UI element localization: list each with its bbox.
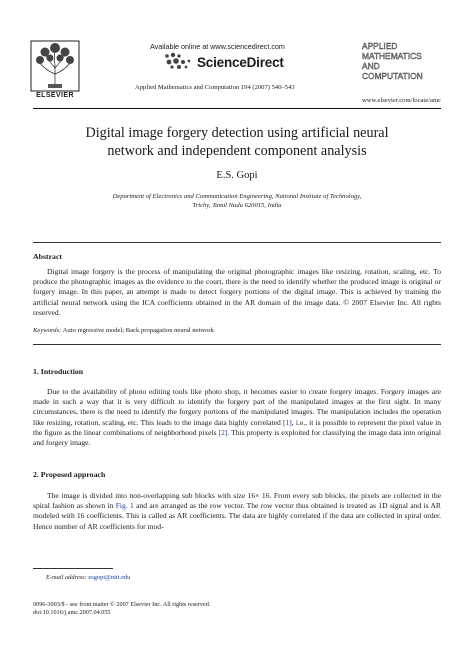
proposed-text-part: The image is divided into non-overlapping sub blocks with size 16× 16. From every sub blocks, the pixels are collected in the spiral fashion as shown in	[33, 491, 441, 511]
keywords-list: Auto regressive model; Back propagation neural network	[62, 327, 214, 334]
sciencedirect-brand: ScienceDirect	[197, 55, 284, 70]
citation-link-1[interactable]: [1]	[282, 417, 292, 427]
author-affiliation	[70, 193, 404, 210]
paper-title	[40, 124, 434, 160]
affiliation-line-2: Trichy, Tamil Nadu 620015, India	[192, 201, 282, 209]
affiliation-line-1: Department of Electronics and Communication Engineering, National Institute of Technology,	[112, 193, 362, 200]
author-name: E.S. Gopi	[216, 170, 258, 181]
journal-logo-line: MATHEMATICS	[362, 51, 422, 61]
journal-logo-line: COMPUTATION	[362, 71, 423, 81]
title-line-1: Digital image forgery detection using artificial neural	[85, 125, 389, 141]
journal-logo-line: APPLIED	[362, 41, 398, 51]
abstract-copyright: © 2007 Elsevier Inc. All rights reserved.	[33, 297, 442, 317]
citation-link-2[interactable]: [2]	[218, 427, 228, 437]
proposed-text-part: and are arranged as the row vector. The row vector thus obtained is treated as 1D signal and is AR modeled with 16 coefficients. This is called as AR coefficients. The data are highly correlated if the data are collected in spiral order. Hence number of AR coefficients for mod-	[33, 501, 441, 531]
elsevier-tree-logo	[30, 40, 80, 92]
sciencedirect-dots-icon	[163, 52, 193, 70]
author-email	[46, 574, 130, 581]
footer-copyright: 0096-3003/$ - see front matter © 2007 Elsevier Inc. All rights reserved.	[33, 601, 211, 608]
footer-doi[interactable]: doi:10.1016/j.amc.2007.04.055	[33, 609, 111, 616]
proposed-approach-paragraph	[33, 491, 441, 532]
journal-logo-line: AND	[362, 61, 380, 71]
journal-url[interactable]: www.elsevier.com/locate/amc	[361, 97, 441, 104]
available-online-text: Available online at www.sciencedirect.com	[150, 42, 285, 51]
publisher-name: ELSEVIER	[36, 92, 74, 99]
intro-text-part: Due to the availability of photo editing tools like photo shop, it becomes easier to create forgery images. Forgery images are made in such a way that it is very difficult to identify the forgery part of the manipulated images at the first sight. In many circumstances, there is the need to identify the forgery portions of the manipulated images. The manipulation includes the operation like resizing, rotation, scaling, etc. This leads to the image data highly correlated	[33, 387, 441, 427]
intro-text-part: , i.e., it is possible to represent the pixel value in the figure as the linear combinations of neighborhood pixels	[33, 417, 441, 437]
abstract-text: Digital image forgery is the process of manipulating the original photographic images like resizing, rotation, scaling, etc. To produce the photographic images as the evidence to the court, there is the need to identify whether the produced image is original or forgery image. In this paper, an attempt is made to detect forgery portions of the digital image. This is achieved by training the artificial neural network using the ICA coefficients obtained in the AR domain of the image data.	[33, 267, 441, 307]
abstract-bottom-divider	[33, 344, 441, 345]
intro-paragraph	[33, 387, 441, 448]
journal-logo	[360, 38, 444, 86]
intro-text-part: . This property is exploited for classifying the image data into original and forgery image.	[33, 427, 441, 448]
keywords-label: Keywords:	[33, 327, 62, 334]
email-label: E-mail address:	[46, 574, 87, 581]
abstract-heading: Abstract	[33, 252, 63, 261]
intro-heading: 1. Introduction	[33, 367, 84, 376]
keywords	[33, 327, 214, 334]
footnote-divider	[33, 568, 113, 569]
journal-reference: Applied Mathematics and Computation 194 (2007) 540–543	[135, 84, 295, 91]
figure-link[interactable]: Fig. 1	[115, 501, 134, 511]
header-divider	[33, 108, 441, 109]
proposed-approach-heading: 2. Proposed approach	[33, 470, 106, 479]
abstract-body	[33, 267, 441, 318]
abstract-top-divider	[33, 242, 441, 243]
email-link[interactable]: esgopi@nitt.edu	[88, 574, 131, 581]
title-line-2: network and independent component analysis	[107, 143, 367, 159]
